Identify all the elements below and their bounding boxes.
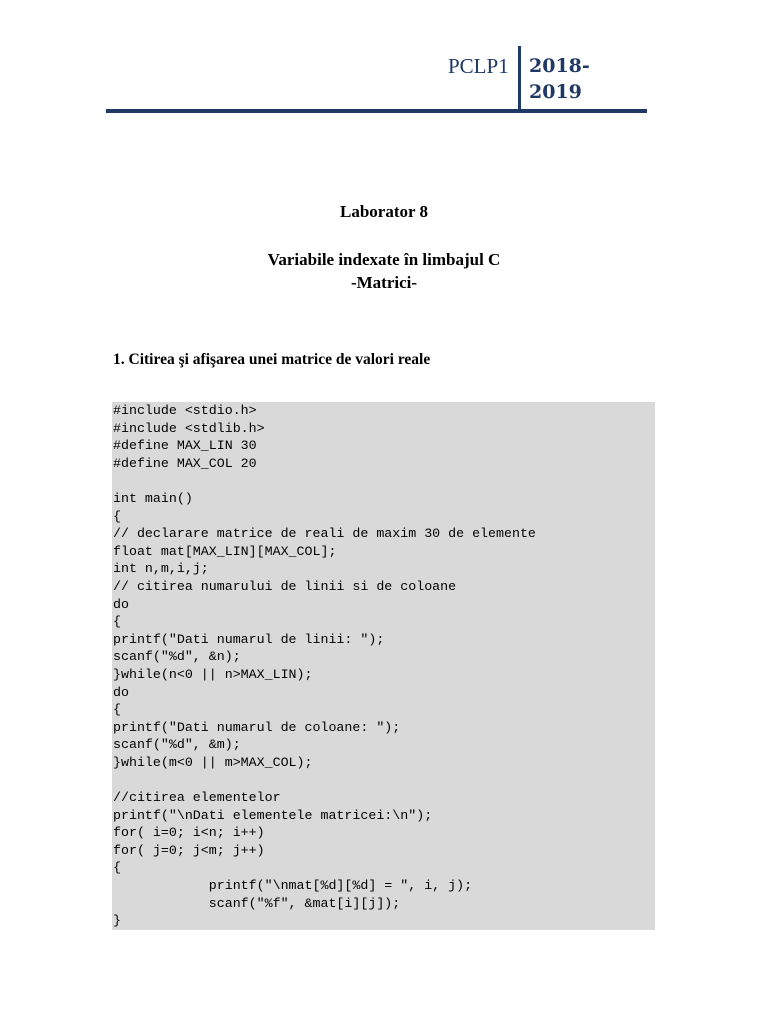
section-heading: 1. Citirea şi afişarea unei matrice de valori reale [113,351,431,368]
header-divider [518,46,521,110]
course-name: PCLP1 [448,54,509,78]
subject-title: Variabile indexate în limbajul C [267,250,501,269]
code-listing: #include <stdio.h> #include <stdlib.h> #define MAX_LIN 30 #define MAX_COL 20 int main() { // declarare matrice de reali de maxim 30 de elemente float mat[MAX_LIN][MAX_COL]; int n,m,i,j; // citirea numarului de linii si de coloane do { printf("Dati numarul de linii: "); scanf("%d", &n); }while(n<0 || n>MAX_LIN); do { printf("Dati numarul de coloane: "); scanf("%d", &m); }while(m<0 || m>MAX_COL); //citirea elementelor printf("\nDati elementele matricei:\n"); for( i=0; i<n; i++) for( j=0; j<m; j++) { printf("\nmat[%d][%d] = ", i, j); scanf("%f", &mat[i][j]); } [113,403,536,929]
header-rule [106,109,647,113]
subject-subtitle: -Matrici- [350,273,418,292]
academic-year: 2018-2019 [529,55,590,103]
lab-title: Laborator 8 [340,202,428,221]
code-block [112,402,655,930]
